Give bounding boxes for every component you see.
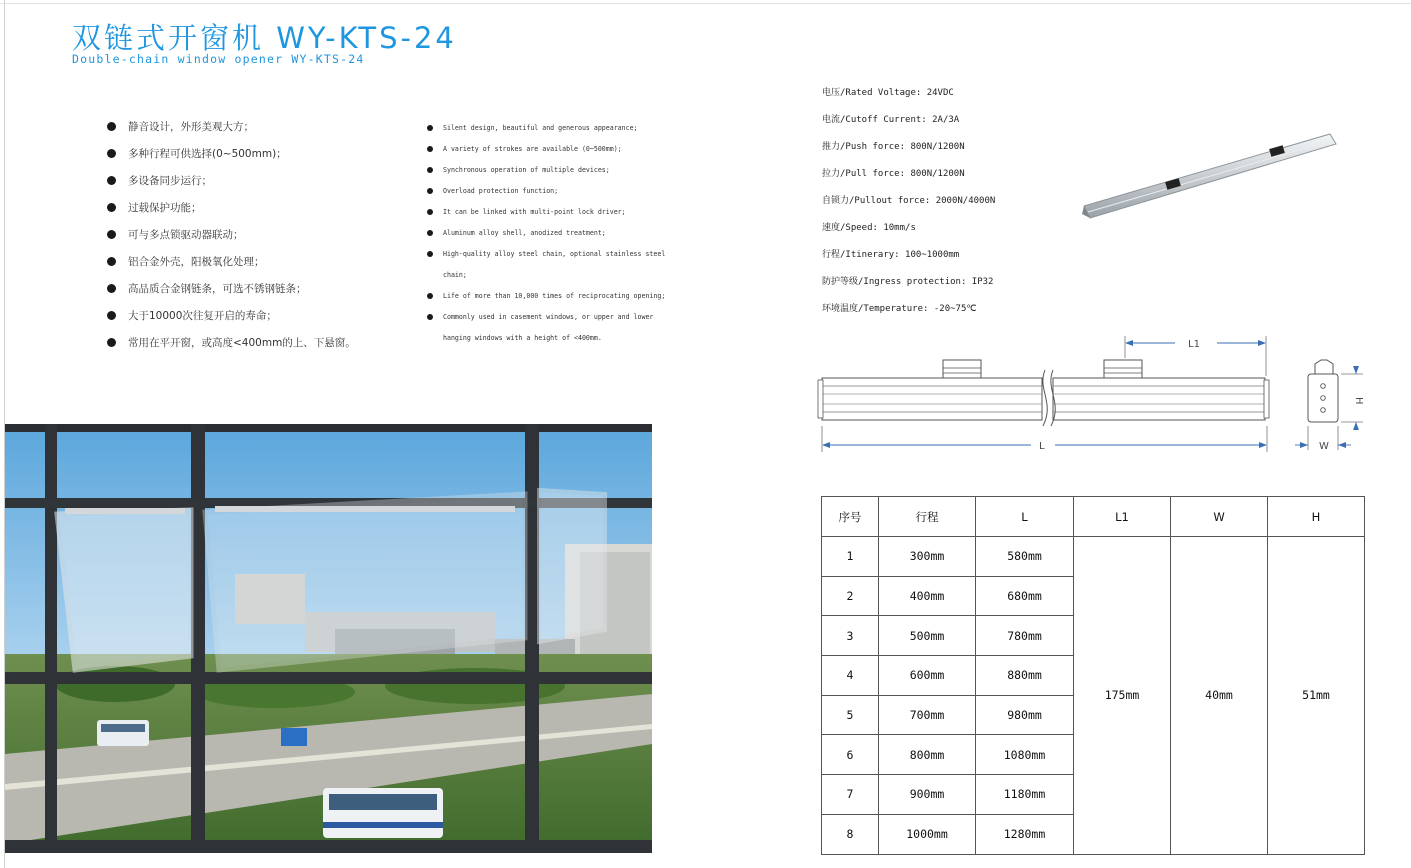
cell-l: 1080mm	[976, 735, 1074, 775]
list-item: High-quality alloy steel chain, optional stainless steel chain;	[427, 244, 665, 286]
bullet-icon	[107, 203, 116, 212]
dimension-l	[822, 426, 1267, 452]
dimension-h	[1341, 366, 1364, 430]
spec-item: 推力/Push force: 800N/1200N	[822, 142, 965, 152]
bullet-icon	[427, 209, 433, 215]
label-l: L	[1039, 441, 1045, 452]
cell-l: 1280mm	[976, 814, 1074, 854]
spec-list	[822, 86, 995, 329]
list-item: 多设备同步运行；	[106, 172, 356, 199]
list-item: 常用在平开窗，或高度<400mm的上、下悬窗。	[106, 334, 356, 361]
window-photo	[5, 424, 652, 853]
table-row	[822, 537, 1365, 577]
col-header-w: W	[1171, 497, 1268, 537]
cell-index: 6	[822, 735, 879, 775]
bullet-icon	[107, 149, 116, 158]
list-item: Silent design, beautiful and generous appearance;	[427, 118, 665, 139]
label-w: W	[1319, 441, 1329, 452]
col-header-index: 序号	[822, 497, 879, 537]
spec-item: 电流/Cutoff Current: 2A/3A	[822, 115, 960, 125]
cell-stroke: 600mm	[879, 656, 976, 696]
list-item: Synchronous operation of multiple devices;	[427, 160, 665, 181]
list-item: 可与多点锁驱动器联动；	[106, 226, 356, 253]
cell-index: 2	[822, 576, 879, 616]
spec-item: 拉力/Pull force: 800N/1200N	[822, 169, 965, 179]
spec-item: 防护等级/Ingress protection: IP32	[822, 277, 994, 287]
table-header-row	[822, 497, 1365, 537]
cell-stroke: 800mm	[879, 735, 976, 775]
dimension-diagram	[815, 330, 1375, 460]
cell-stroke: 300mm	[879, 537, 976, 577]
bullet-icon	[107, 284, 116, 293]
spec-item: 环境温度/Temperature: -20~75℃	[822, 304, 977, 314]
cell-l: 780mm	[976, 616, 1074, 656]
cell-l: 1180mm	[976, 775, 1074, 815]
cell-l: 580mm	[976, 537, 1074, 577]
cell-h-merged: 51mm	[1268, 537, 1365, 855]
col-header-l1: L1	[1074, 497, 1171, 537]
cell-l1-merged: 175mm	[1074, 537, 1171, 855]
cell-stroke: 900mm	[879, 775, 976, 815]
bullet-icon	[107, 122, 116, 131]
list-item: A variety of strokes are available (0~500mm);	[427, 139, 665, 160]
list-item: 铝合金外壳，阳极氧化处理；	[106, 253, 356, 280]
list-item: Commonly used in casement windows, or upper and lower hanging windows with a height of <400mm.	[427, 307, 665, 349]
list-item: 过载保护功能；	[106, 199, 356, 226]
dimension-l1	[1125, 336, 1266, 376]
cell-index: 7	[822, 775, 879, 815]
list-item: It can be linked with multi-point lock driver;	[427, 202, 665, 223]
features-list-en	[427, 118, 665, 349]
list-item: Life of more than 10,000 times of reciprocating opening;	[427, 286, 665, 307]
features-list-cn	[106, 118, 356, 361]
cell-l: 680mm	[976, 576, 1074, 616]
bullet-icon	[427, 251, 433, 257]
bullet-icon	[427, 146, 433, 152]
col-header-stroke: 行程	[879, 497, 976, 537]
actuator-drawing	[818, 360, 1269, 426]
bullet-icon	[427, 167, 433, 173]
cell-l: 880mm	[976, 656, 1074, 696]
spec-item: 速度/Speed: 10mm/s	[822, 223, 916, 233]
cell-stroke: 700mm	[879, 695, 976, 735]
cell-index: 3	[822, 616, 879, 656]
cell-index: 8	[822, 814, 879, 854]
cell-index: 5	[822, 695, 879, 735]
list-item: 高品质合金钢链条，可选不锈钢链条；	[106, 280, 356, 307]
spec-item: 行程/Itinerary: 100~1000mm	[822, 250, 960, 260]
cell-l: 980mm	[976, 695, 1074, 735]
cell-stroke: 500mm	[879, 616, 976, 656]
label-h: H	[1353, 397, 1364, 405]
label-l1: L1	[1188, 339, 1200, 350]
list-item: 静音设计，外形美观大方；	[106, 118, 356, 145]
end-view-drawing	[1308, 360, 1338, 422]
cell-w-merged: 40mm	[1171, 537, 1268, 855]
product-image	[1078, 122, 1340, 228]
list-item: 多种行程可供选择(0~500mm)；	[106, 145, 356, 172]
page-title: 双链式开窗机 WY-KTS-24	[72, 21, 457, 55]
bullet-icon	[107, 257, 116, 266]
bullet-icon	[107, 338, 116, 347]
spec-item: 自锁力/Pullout force: 2000N/4000N	[822, 196, 996, 206]
bullet-icon	[427, 230, 433, 236]
page-edge-top	[0, 3, 1411, 4]
col-header-l: L	[976, 497, 1074, 537]
page-subtitle: Double-chain window opener WY-KTS-24	[72, 52, 365, 66]
list-item: Aluminum alloy shell, anodized treatment;	[427, 223, 665, 244]
list-item: Overload protection function;	[427, 181, 665, 202]
cell-stroke: 1000mm	[879, 814, 976, 854]
dimension-w	[1295, 426, 1351, 452]
bullet-icon	[107, 176, 116, 185]
bullet-icon	[107, 230, 116, 239]
bullet-icon	[427, 125, 433, 131]
cell-index: 1	[822, 537, 879, 577]
col-header-h: H	[1268, 497, 1365, 537]
parameter-table	[821, 496, 1365, 855]
spec-item: 电压/Rated Voltage: 24VDC	[822, 88, 954, 98]
bullet-icon	[107, 311, 116, 320]
window-photo-illustration	[5, 424, 652, 853]
cell-stroke: 400mm	[879, 576, 976, 616]
bullet-icon	[427, 314, 433, 320]
cell-index: 4	[822, 656, 879, 696]
bullet-icon	[427, 293, 433, 299]
list-item: 大于10000次往复开启的寿命；	[106, 307, 356, 334]
bullet-icon	[427, 188, 433, 194]
